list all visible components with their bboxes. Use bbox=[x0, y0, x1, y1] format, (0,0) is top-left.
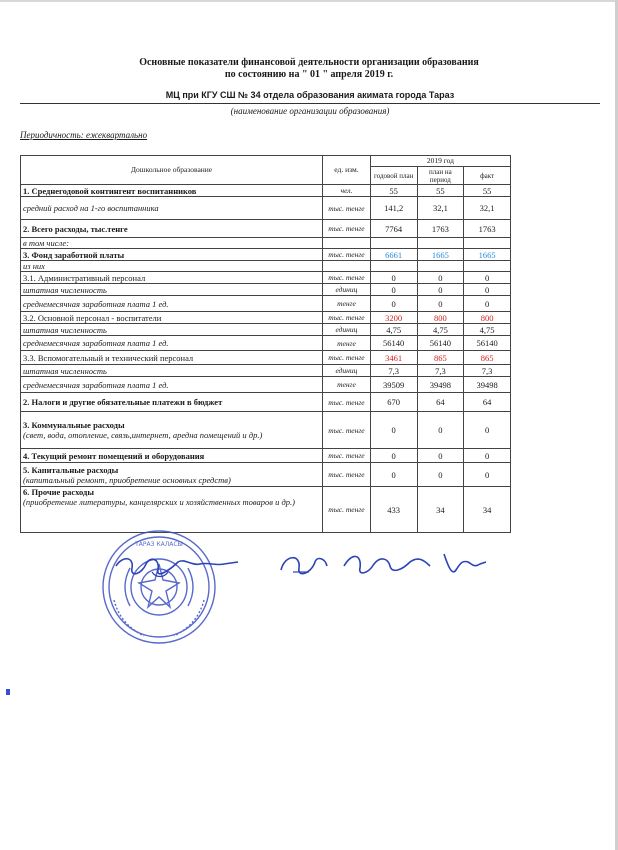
row-period-plan: 0 bbox=[417, 449, 464, 463]
row-unit: тыс. тенге bbox=[323, 351, 371, 365]
row-subtitle: (свет, вода, отопление, связь,интернет, аредна помещений и др.) bbox=[23, 430, 263, 440]
row-fact: 32,1 bbox=[464, 197, 511, 220]
row-fact: 0 bbox=[464, 449, 511, 463]
row-unit: тыс. тенге bbox=[323, 220, 371, 238]
row-annual-plan: 0 bbox=[370, 449, 417, 463]
row-period-plan: 32,1 bbox=[417, 197, 464, 220]
row-name: 3.2. Основной персонал - воспитатели bbox=[21, 312, 323, 324]
row-annual-plan: 39509 bbox=[370, 377, 417, 393]
row-unit: чел. bbox=[323, 185, 371, 197]
row-unit: тыс. тенге bbox=[323, 412, 371, 449]
row-fact: 55 bbox=[464, 185, 511, 197]
table-row bbox=[21, 463, 511, 487]
row-fact: 1665 bbox=[464, 249, 511, 261]
row-name: 4. Текущий ремонт помещений и оборудования bbox=[21, 449, 323, 463]
row-fact: 7,3 bbox=[464, 365, 511, 377]
header-year: 2019 год bbox=[370, 156, 510, 167]
row-annual-plan: 0 bbox=[370, 296, 417, 312]
row-period-plan: 7,3 bbox=[417, 365, 464, 377]
row-unit: единиц bbox=[323, 324, 371, 336]
row-fact: 4,75 bbox=[464, 324, 511, 336]
table-row bbox=[21, 272, 511, 284]
row-period-plan: 800 bbox=[417, 312, 464, 324]
header-annual-plan: годовой план bbox=[370, 167, 417, 185]
row-annual-plan: 0 bbox=[370, 463, 417, 487]
row-period-plan: 0 bbox=[417, 412, 464, 449]
row-annual-plan: 670 bbox=[370, 393, 417, 412]
row-annual-plan: 55 bbox=[370, 185, 417, 197]
row-unit bbox=[323, 261, 371, 272]
scan-edge-top bbox=[0, 0, 618, 2]
row-period-plan bbox=[417, 261, 464, 272]
row-fact: 865 bbox=[464, 351, 511, 365]
row-fact: 56140 bbox=[464, 336, 511, 351]
header-unit: ед. изм. bbox=[323, 156, 371, 185]
table-row bbox=[21, 238, 511, 249]
row-title: 5. Капитальные расходы bbox=[23, 464, 119, 475]
row-period-plan: 55 bbox=[417, 185, 464, 197]
row-annual-plan: 3461 bbox=[370, 351, 417, 365]
table-row bbox=[21, 336, 511, 351]
row-unit: тенге bbox=[323, 377, 371, 393]
row-unit: тыс. тенге bbox=[323, 393, 371, 412]
periodicity-label: Периодичность: ежеквартально bbox=[20, 130, 148, 140]
row-fact: 0 bbox=[464, 463, 511, 487]
row-unit: единиц bbox=[323, 284, 371, 296]
row-title: 6. Прочие расходы bbox=[23, 487, 94, 497]
table-row bbox=[21, 365, 511, 377]
row-period-plan: 0 bbox=[417, 272, 464, 284]
row-unit bbox=[323, 238, 371, 249]
row-name: 2. Всего расходы, тыс.тенге bbox=[21, 220, 323, 238]
row-name: в том числе: bbox=[21, 238, 323, 249]
table-row bbox=[21, 412, 511, 449]
table-row bbox=[21, 312, 511, 324]
row-fact: 0 bbox=[464, 412, 511, 449]
row-name bbox=[21, 412, 323, 449]
row-name: средний расход на 1-го воспитанника bbox=[21, 197, 323, 220]
row-name: среднемесячная заработная плата 1 ед. bbox=[21, 377, 323, 393]
table-row bbox=[21, 351, 511, 365]
row-unit: тыс. тенге bbox=[323, 449, 371, 463]
row-name bbox=[21, 487, 323, 533]
row-unit: тыс. тенге bbox=[323, 272, 371, 284]
table-row bbox=[21, 284, 511, 296]
row-unit: тыс. тенге bbox=[323, 312, 371, 324]
row-name: штатная численность bbox=[21, 284, 323, 296]
row-period-plan bbox=[417, 238, 464, 249]
row-annual-plan: 7764 bbox=[370, 220, 417, 238]
pen-mark bbox=[6, 689, 10, 695]
row-name: среднемесячная заработная плата 1 ед. bbox=[21, 336, 323, 351]
row-unit: тыс. тенге bbox=[323, 487, 371, 533]
row-fact bbox=[464, 261, 511, 272]
row-name: штатная численность bbox=[21, 365, 323, 377]
row-annual-plan: 3200 bbox=[370, 312, 417, 324]
table-row bbox=[21, 449, 511, 463]
row-unit: тыс. тенге bbox=[323, 197, 371, 220]
table-row bbox=[21, 487, 511, 533]
row-unit: тенге bbox=[323, 336, 371, 351]
row-annual-plan: 7,3 bbox=[370, 365, 417, 377]
header-fact: факт bbox=[464, 167, 511, 185]
organization-underline bbox=[20, 103, 600, 104]
signature-initials bbox=[275, 548, 335, 582]
row-period-plan: 1665 bbox=[417, 249, 464, 261]
row-annual-plan: 4,75 bbox=[370, 324, 417, 336]
row-annual-plan: 6661 bbox=[370, 249, 417, 261]
row-period-plan: 0 bbox=[417, 284, 464, 296]
row-period-plan: 865 bbox=[417, 351, 464, 365]
row-fact: 34 bbox=[464, 487, 511, 533]
table-row bbox=[21, 185, 511, 197]
report-title: Основные показатели финансовой деятельности организации образования bbox=[139, 57, 479, 68]
row-name: 3. Фонд заработной платы bbox=[21, 249, 323, 261]
row-period-plan: 34 bbox=[417, 487, 464, 533]
row-title: 3. Коммунальные расходы bbox=[23, 420, 125, 430]
row-fact: 800 bbox=[464, 312, 511, 324]
row-subtitle: (приобретение литературы, канцелярских и хозяйственных товаров и др.) bbox=[23, 497, 295, 507]
header-name: Дошкольное образование bbox=[21, 156, 323, 185]
row-period-plan: 4,75 bbox=[417, 324, 464, 336]
row-unit: единиц bbox=[323, 365, 371, 377]
row-fact: 39498 bbox=[464, 377, 511, 393]
row-fact: 0 bbox=[464, 284, 511, 296]
row-period-plan: 0 bbox=[417, 463, 464, 487]
row-name: 2. Налоги и другие обязательные платежи в бюджет bbox=[21, 393, 323, 412]
table-row bbox=[21, 393, 511, 412]
organization-caption: (наименование организации образования) bbox=[230, 106, 390, 116]
row-fact: 1763 bbox=[464, 220, 511, 238]
row-subtitle: (капитальный ремонт, приобретение основных средств) bbox=[23, 474, 231, 485]
row-name: 3.1. Административный персонал bbox=[21, 272, 323, 284]
row-unit: тыс. тенге bbox=[323, 463, 371, 487]
row-name bbox=[21, 463, 323, 487]
table-row bbox=[21, 197, 511, 220]
row-name: 3.3. Вспомогательный и технический персонал bbox=[21, 351, 323, 365]
row-annual-plan: 56140 bbox=[370, 336, 417, 351]
table-row bbox=[21, 296, 511, 312]
header-period-plan: план на период bbox=[417, 167, 464, 185]
organization-name: МЦ при КГУ СШ № 34 отдела образования акимата города Тараз bbox=[165, 90, 455, 100]
row-period-plan: 0 bbox=[417, 296, 464, 312]
row-fact bbox=[464, 238, 511, 249]
seal-text: ТАРАЗ КАЛАСЫ bbox=[135, 541, 183, 548]
row-period-plan: 64 bbox=[417, 393, 464, 412]
row-annual-plan: 0 bbox=[370, 272, 417, 284]
row-fact: 64 bbox=[464, 393, 511, 412]
row-fact: 0 bbox=[464, 272, 511, 284]
table-row bbox=[21, 377, 511, 393]
table-row bbox=[21, 249, 511, 261]
table-row bbox=[21, 324, 511, 336]
report-date: по состоянию на " 01 " апреля 2019 г. bbox=[224, 69, 394, 80]
row-unit: тенге bbox=[323, 296, 371, 312]
row-annual-plan: 0 bbox=[370, 284, 417, 296]
row-period-plan: 1763 bbox=[417, 220, 464, 238]
row-name: штатная численность bbox=[21, 324, 323, 336]
financial-table bbox=[20, 155, 511, 533]
signature-accountant bbox=[340, 546, 490, 582]
row-unit: тыс. тенге bbox=[323, 249, 371, 261]
row-period-plan: 56140 bbox=[417, 336, 464, 351]
table-row bbox=[21, 220, 511, 238]
row-annual-plan bbox=[370, 261, 417, 272]
row-period-plan: 39498 bbox=[417, 377, 464, 393]
row-annual-plan: 433 bbox=[370, 487, 417, 533]
row-name: среднемесячная заработная плата 1 ед. bbox=[21, 296, 323, 312]
row-annual-plan: 0 bbox=[370, 412, 417, 449]
row-name: 1. Среднегодовой контингент воспитанников bbox=[21, 185, 323, 197]
row-name: из них bbox=[21, 261, 323, 272]
table-row bbox=[21, 261, 511, 272]
row-annual-plan bbox=[370, 238, 417, 249]
row-fact: 0 bbox=[464, 296, 511, 312]
row-annual-plan: 141,2 bbox=[370, 197, 417, 220]
signature-director bbox=[112, 548, 242, 588]
